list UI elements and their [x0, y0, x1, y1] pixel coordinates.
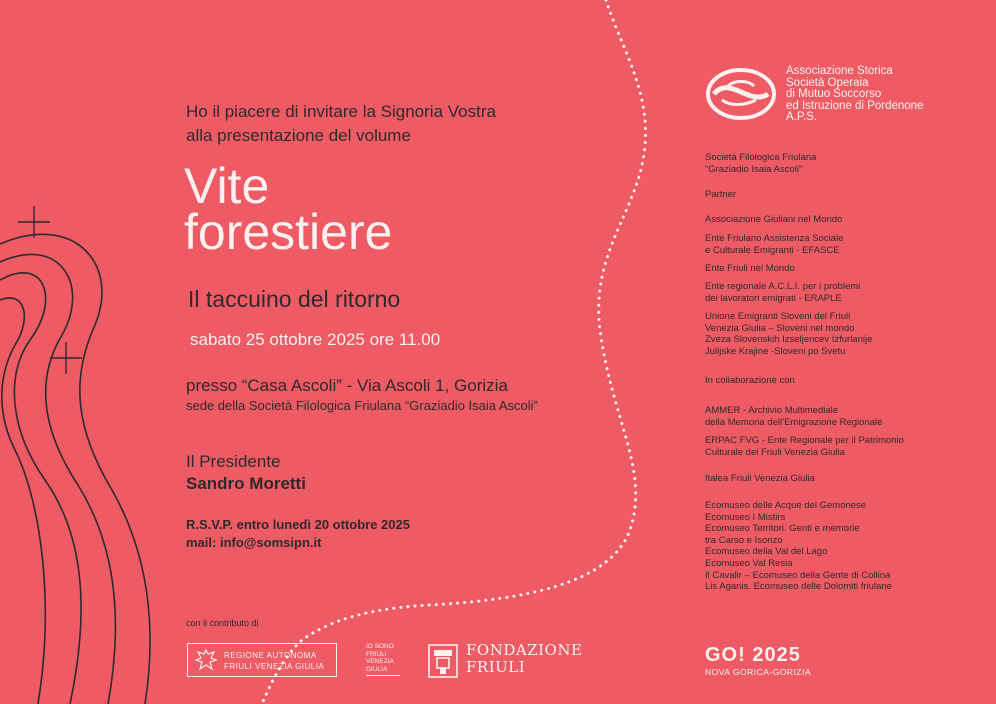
event-date: sabato 25 ottobre 2025 ore 11.00: [190, 330, 441, 349]
group-line: Associazione Giuliani nel Mondo: [705, 214, 843, 225]
rsvp-email[interactable]: mail: info@somsipn.it: [186, 535, 322, 550]
group-line: Julijske Krajine -Sloveni po Svetu: [705, 345, 846, 357]
group-line: Culturale del Friuli Venezia Giulia: [705, 446, 845, 458]
sponsors-intro: con il contributo di: [186, 618, 259, 628]
fondazione-friuli-logo: [428, 641, 583, 682]
group-line: e Culturale Emigranti - EFASCE: [705, 244, 840, 256]
group-line: Partner: [705, 189, 737, 200]
organizer-line: Associazione Storica: [786, 65, 893, 77]
regione-line-2: FRIULI VENEZIA GIULIA: [224, 662, 325, 671]
go2025-city: NOVA GORICA-GORIZIA: [705, 667, 812, 677]
group-line: Unione Emigranti Sloveni del Friuli: [705, 311, 851, 322]
group-line: Ecomuseo Val Resia: [705, 557, 793, 569]
book-title-line-1: Vite: [184, 158, 270, 214]
partner-heading: [705, 189, 736, 201]
plus-icon: [50, 342, 82, 374]
group-line: Ente regionale A.C.L.I. per i problemi: [705, 281, 861, 292]
eagle-icon: [194, 648, 218, 673]
iosono-line: GIULIA: [366, 665, 388, 673]
io-sono-friuli-logo: [366, 643, 400, 676]
partner-group: [705, 281, 860, 304]
event-venue-detail: sede della Società Filologica Friulana “Graziadio Isaia Ascoli”: [186, 398, 538, 413]
handshake-logo-icon: [704, 66, 778, 122]
organizer-line: di Mutuo Soccorso: [786, 88, 882, 100]
go2025-logo: GO! 2025: [705, 644, 801, 666]
group-line: dei lavoratori emigrati - ERAPLE: [705, 292, 842, 304]
group-line: Ente Friulano Assistenza Sociale: [705, 233, 844, 244]
invitation-text: [186, 100, 496, 148]
partner-group: [705, 233, 843, 256]
fondazione-line-1: FONDAZIONE: [466, 641, 583, 659]
collaboration-group: [705, 405, 882, 428]
group-line: ERPAC FVG - Ente Regionale per il Patrimonio: [705, 435, 904, 446]
organizer-line: Società Operaia: [786, 76, 869, 89]
group-line: Ecomuseo Territori. Genti e memorie: [705, 523, 860, 535]
group-line: Ecomuseo delle Acque del Gemonese: [705, 500, 867, 511]
group-line: Venezia Giulia – Sloveni nel mondo: [705, 322, 855, 334]
event-venue: presso “Casa Ascoli” - Via Ascoli 1, Gorizia: [186, 376, 508, 395]
fondazione-line-2: FRIULI: [466, 658, 526, 676]
organizer-line: ed Istruzione di Pordenone: [786, 99, 924, 112]
group-line: AMMER - Archivio Multimediale: [705, 405, 839, 416]
group-line: Società Filologica Friulana: [705, 152, 817, 163]
group-line: Ecomuseo della Val del Lago: [705, 546, 828, 558]
collaboration-group: [705, 473, 815, 485]
organizer-line: A.P.S.: [786, 111, 818, 123]
partner-group: [705, 311, 872, 357]
group-line: Lis Aganis. Ecomuseo delle Dolomiti friulane: [705, 581, 892, 593]
fondazione-emblem-icon: [428, 644, 458, 678]
regione-fvg-logo: [187, 643, 337, 677]
book-subtitle: Il taccuino del ritorno: [188, 286, 401, 312]
book-title-line-2: forestiere: [184, 204, 393, 260]
contour-lines: [0, 234, 150, 704]
group-line: Italea Friuli Venezia Giulia: [705, 473, 815, 484]
group-line: Zveza Slovenskih Izseljencev Izfurlanije: [705, 334, 873, 346]
partner-group: [705, 263, 795, 275]
group-line: “Graziadio Isaia Ascoli”: [705, 163, 803, 175]
group-line: In collaborazione con: [705, 375, 795, 386]
group-line: della Memoria dell’Emigrazione Regionale: [705, 416, 883, 428]
president-role: Il Presidente: [186, 452, 281, 471]
group-line: tra Carso e Isonzo: [705, 534, 783, 546]
rsvp-block: [186, 516, 410, 552]
invitation-line-2: alla presentazione del volume: [186, 126, 411, 145]
plus-icon: [18, 206, 50, 238]
book-title: [184, 158, 393, 260]
group-line: Ente Friuli nel Mondo: [705, 263, 795, 274]
iosono-line: VENEZIA: [366, 658, 394, 665]
iosono-line: IO SONO: [366, 643, 394, 650]
partner-group: [705, 214, 842, 226]
collaboration-heading: [705, 375, 795, 387]
invitation-line-1: Ho il piacere di invitare la Signoria Vostra: [186, 102, 496, 121]
patron-group: [705, 152, 816, 175]
regione-line-1: REGIONE AUTONOMA: [224, 651, 317, 660]
iosono-line: FRIULI: [366, 650, 387, 658]
president-name: Sandro Moretti: [186, 474, 306, 493]
ecomuseum-group: [705, 500, 892, 593]
collaboration-group: [705, 435, 904, 458]
organizer-name: [786, 66, 923, 124]
rsvp-deadline: R.S.V.P. entro lunedì 20 ottobre 2025: [186, 517, 410, 532]
group-line: Il Cavalir – Ecomuseo della Gente di Collina: [705, 569, 891, 581]
group-line: Ecomuseo I Mistirs: [705, 511, 786, 523]
